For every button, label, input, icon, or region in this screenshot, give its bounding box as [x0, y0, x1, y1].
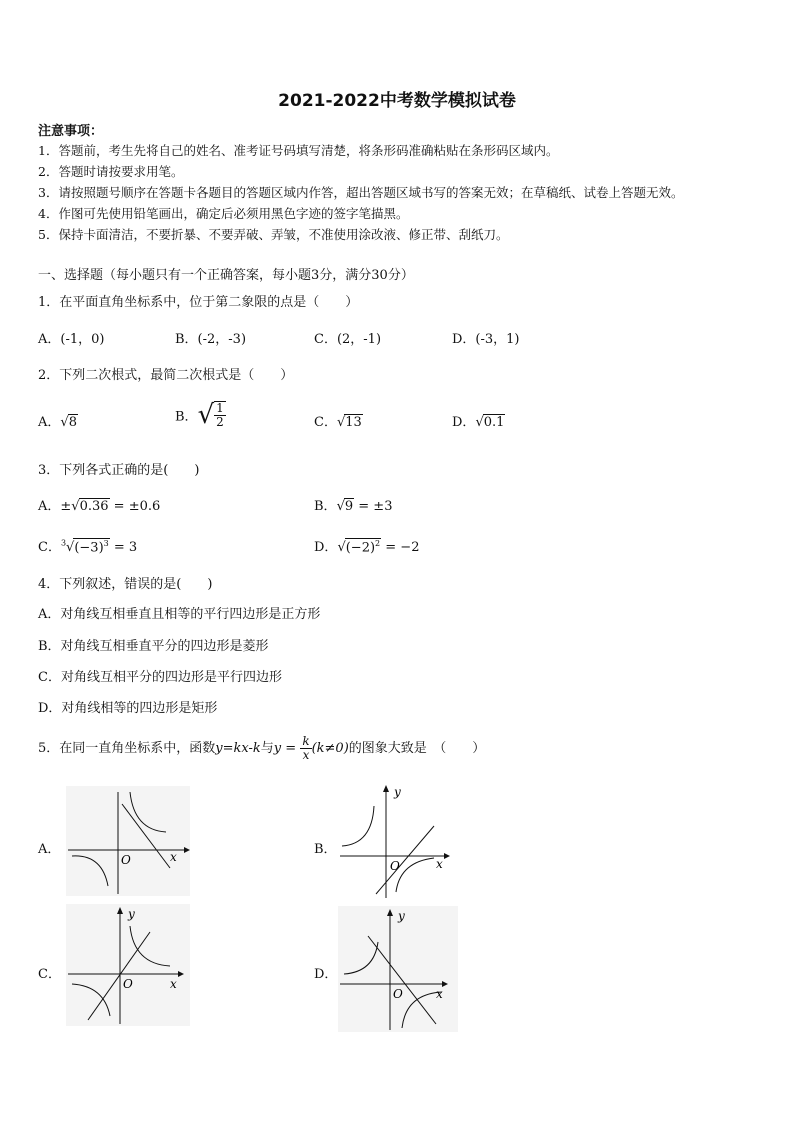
radicand: 13 — [345, 415, 362, 430]
base: (−2) — [345, 540, 376, 555]
page-title: 2021-2022中考数学模拟试卷 — [278, 91, 516, 111]
question-2-stem: 2．下列二次根式，最简二次根式是（ ） — [38, 368, 294, 383]
radicand: 8 — [68, 415, 77, 430]
q5-option-b-label: B． — [314, 842, 337, 857]
stem-text: 与 — [260, 741, 274, 756]
result: = ±0.6 — [109, 499, 161, 514]
exponent: 2 — [375, 538, 381, 548]
notice-heading: 注意事项： — [38, 124, 104, 139]
question-1-stem: 1．在平面直角坐标系中，位于第二象限的点是（ ） — [38, 295, 359, 310]
x-axis-label: x — [436, 857, 443, 871]
x-axis-label: x — [170, 977, 177, 991]
numerator: k — [302, 734, 310, 748]
denominator: x — [302, 748, 310, 762]
option-label: A． — [38, 499, 61, 514]
notice-item: 5．保持卡面清洁，不要折暴、不要弄破、弄皱，不准使用涂改液、修正带、刮纸刀。 — [38, 227, 509, 242]
result: = ±3 — [354, 499, 393, 514]
y-equals: y = — [273, 741, 301, 756]
sqrt-sign: √ — [197, 400, 215, 430]
graph-c — [66, 904, 190, 1026]
sqrt-expression: √0.1 — [475, 415, 505, 430]
option-label: B． — [314, 499, 337, 514]
numerator: 1 — [216, 401, 224, 415]
q2-option-d — [452, 411, 505, 430]
sqrt-expression: √8 — [60, 415, 77, 430]
option-label: A． — [38, 415, 61, 430]
notice-item: 4．作图可先使用铅笔画出，确定后必须用黑色字迹的签字笔描黑。 — [38, 206, 409, 221]
graph-d — [338, 906, 458, 1032]
question-3-stem: 3．下列各式正确的是( ) — [38, 463, 200, 478]
option-label: B． — [175, 409, 198, 425]
q1-option-b: B．(-2，-3) — [175, 332, 247, 347]
base: (−3) — [74, 540, 104, 555]
radicand: 0.36 — [79, 499, 109, 514]
q3-option-c — [38, 536, 137, 555]
radicand — [73, 538, 109, 555]
stem-text: 的图象大致是 （ ） — [348, 741, 486, 756]
root-index: 3 — [60, 538, 67, 548]
question-4-stem: 4．下列叙述，错误的是( ) — [38, 577, 213, 592]
q5-option-a-label: A． — [38, 842, 61, 857]
x-axis-label: x — [436, 987, 443, 1001]
radicand: 9 — [344, 499, 354, 514]
graph-a — [66, 786, 190, 896]
expression: √9 = ±3 — [336, 499, 393, 514]
q1-option-a: A．(-1，0) — [38, 332, 105, 347]
y-axis-label: y — [398, 909, 405, 923]
origin-label: O — [121, 853, 131, 867]
stem-text: 5．在同一直角坐标系中，函数 — [38, 741, 216, 756]
expression: $^3√(-3)^3 = 3$ — [60, 538, 138, 555]
denominator: 2 — [216, 415, 224, 429]
expression: ±√0.36 = ±0.6 — [60, 499, 161, 514]
exponent: 3 — [103, 538, 109, 548]
graph-background — [66, 786, 190, 896]
q1-option-c: C．(2，-1) — [314, 332, 382, 347]
plus-minus: ± — [60, 499, 72, 514]
q2-option-a — [38, 411, 78, 430]
radicand — [345, 538, 381, 555]
graph-background — [66, 904, 190, 1026]
x-axis-label: x — [170, 850, 177, 864]
notice-item: 1．答题前，考生先将自己的姓名、准考证号码填写清楚，将条形码准确粘贴在条形码区域内。 — [38, 143, 559, 158]
q2-option-c — [314, 411, 363, 430]
q3-option-a — [38, 495, 160, 514]
hyperbola-branch — [342, 806, 374, 846]
q5-option-d-label: D． — [314, 967, 338, 982]
notice-item: 2．答题时请按要求用笔。 — [38, 164, 184, 179]
q3-option-b — [314, 495, 392, 514]
y-axis-label: y — [128, 907, 135, 921]
graph-background — [338, 906, 458, 1032]
notice-item: 3．请按照题号顺序在答题卡各题目的答题区域内作答，超出答题区域书写的答案无效；在草稿纸、试卷上答题无效。 — [38, 185, 684, 200]
result: = −2 — [381, 540, 420, 555]
y-axis-arrow — [383, 785, 389, 792]
sqrt-expression: √13 — [336, 415, 362, 430]
graph-b — [338, 782, 458, 900]
q4-option-a: A．对角线互相垂直且相等的平行四边形是正方形 — [38, 607, 321, 622]
condition: (k≠0) — [311, 741, 349, 756]
q2-option-b — [175, 400, 226, 430]
q4-option-d: D．对角线相等的四边形是矩形 — [38, 701, 218, 716]
section-heading: 一、选择题（每小题只有一个正确答案，每小题3分，满分30分） — [38, 268, 414, 283]
origin-label: O — [123, 977, 133, 991]
origin-label: O — [390, 859, 400, 873]
q1-option-d: D．(-3，1) — [452, 332, 520, 347]
linear-function: y=kx-k — [215, 741, 261, 756]
q4-option-c: C．对角线互相平分的四边形是平行四边形 — [38, 670, 282, 685]
option-label: D． — [452, 415, 476, 430]
q4-option-b: B．对角线互相垂直平分的四边形是菱形 — [38, 639, 269, 654]
radicand: 0.1 — [483, 415, 505, 430]
option-label: D． — [314, 540, 338, 555]
y-axis-label: y — [394, 785, 401, 799]
option-label: C． — [38, 540, 61, 555]
x-axis-arrow — [444, 853, 450, 859]
fraction — [214, 401, 226, 429]
expression: $√(-2)^2 = -2$ — [337, 538, 420, 555]
question-5-stem — [38, 734, 485, 764]
q3-option-d — [314, 536, 419, 555]
q5-option-c-label: C． — [38, 967, 61, 982]
fraction — [300, 735, 311, 762]
result: = 3 — [109, 540, 138, 555]
origin-label: O — [393, 987, 403, 1001]
option-label: C． — [314, 415, 337, 430]
